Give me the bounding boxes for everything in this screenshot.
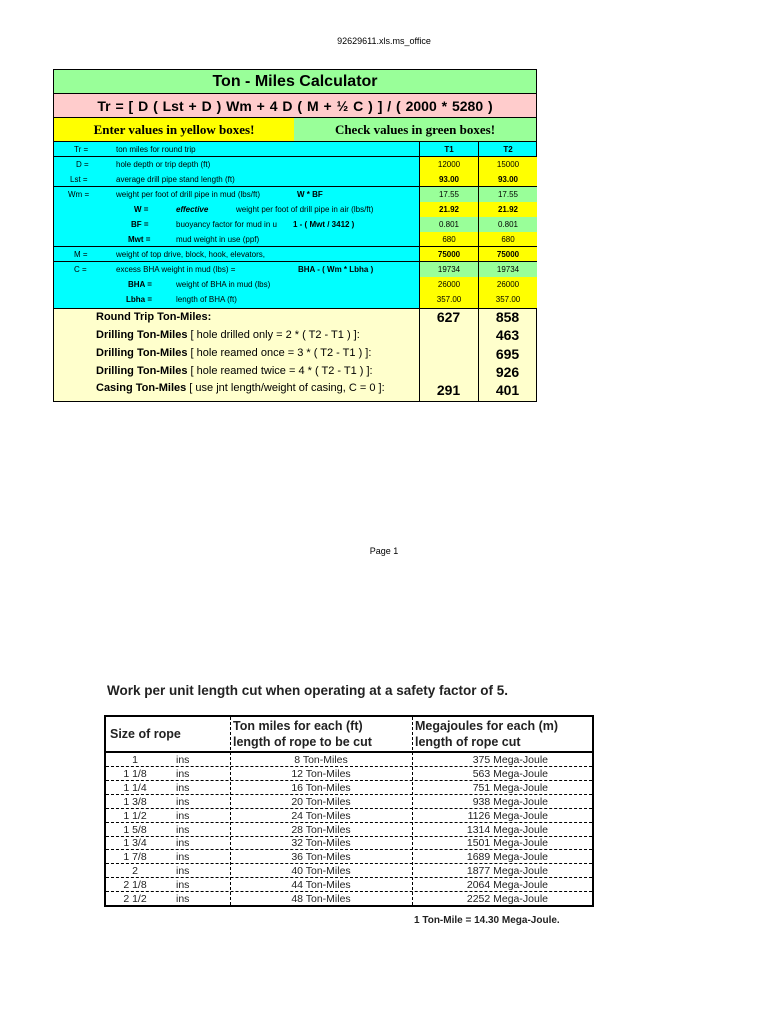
result-round-trip-t2: 858 xyxy=(495,309,520,325)
col-ton-miles-line1: Ton miles for each (ft) xyxy=(233,719,363,733)
table-row xyxy=(106,795,592,809)
result-casing-t2: 401 xyxy=(495,382,520,398)
result-reamed-twice-label: Drilling Ton-Miles xyxy=(96,365,188,377)
d-description: hole depth or trip depth (ft) xyxy=(116,160,211,169)
calc-row-lst xyxy=(54,172,536,187)
m-symbol: M = xyxy=(74,250,88,259)
m-t2-input[interactable]: 75000 xyxy=(478,247,537,261)
wm-t1-value: 17.55 xyxy=(419,187,478,202)
table-row xyxy=(106,753,592,767)
result-round-trip-label: Round Trip Ton-Miles: xyxy=(96,311,212,323)
table-row xyxy=(106,781,592,795)
ton-miles-value: 20 Ton-Miles xyxy=(291,795,351,808)
t1-header: T1 xyxy=(419,142,478,156)
rope-size-unit: ins xyxy=(176,823,190,836)
ton-miles-value: 16 Ton-Miles xyxy=(291,781,351,794)
w-symbol: W = xyxy=(134,205,149,214)
table-row xyxy=(106,878,592,892)
result-casing xyxy=(96,382,385,394)
c-formula: BHA - ( Wm * Lbha ) xyxy=(298,265,374,274)
megajoule-value: 1689 Mega-Joule xyxy=(466,851,548,864)
ton-miles-value: 32 Ton-Miles xyxy=(291,837,351,850)
rope-size: 1 1/2 xyxy=(123,809,147,822)
calc-row-w xyxy=(54,202,536,217)
instruction-yellow: Enter values in yellow boxes! xyxy=(54,118,294,141)
megajoule-value: 1501 Mega-Joule xyxy=(466,837,548,850)
rope-size: 1 xyxy=(132,754,138,766)
megajoule-value: 1314 Mega-Joule xyxy=(466,823,548,836)
col-ton-miles-header xyxy=(233,718,372,752)
ton-miles-value: 8 Ton-Miles xyxy=(294,754,348,766)
col-megajoules-line2: length of rope cut xyxy=(415,735,521,749)
wm-t2-value: 17.55 xyxy=(478,187,537,202)
lst-t2-input[interactable]: 93.00 xyxy=(478,172,537,186)
d-t1-input[interactable]: 12000 xyxy=(419,157,478,172)
result-reamed-twice xyxy=(96,365,373,377)
result-reamed-once-label: Drilling Ton-Miles xyxy=(96,347,188,359)
calculator-formula: Tr = [ D ( Lst + D ) Wm + 4 D ( M + ½ C ) ] / ( 2000 * 5280 ) xyxy=(54,94,536,118)
col-size-header: Size of rope xyxy=(110,727,181,741)
m-t1-input[interactable]: 75000 xyxy=(419,247,478,261)
rope-size-unit: ins xyxy=(176,767,190,780)
megajoule-value: 751 Mega-Joule xyxy=(472,781,548,794)
rope-size-unit: ins xyxy=(176,865,190,878)
calc-row-lbha xyxy=(54,292,536,309)
ton-miles-value: 44 Ton-Miles xyxy=(291,879,351,892)
mwt-description: mud weight in use (ppf) xyxy=(176,235,260,244)
bha-description: weight of BHA in mud (lbs) xyxy=(176,280,271,289)
bf-t2-value: 0.801 xyxy=(478,217,537,232)
lbha-t1-input[interactable]: 357.00 xyxy=(419,292,478,308)
mwt-symbol: Mwt = xyxy=(128,235,151,244)
table-row xyxy=(106,823,592,837)
ton-miles-value: 48 Ton-Miles xyxy=(291,893,351,905)
c-description: excess BHA weight in mud (lbs) = xyxy=(116,265,236,274)
rope-size: 1 1/8 xyxy=(123,767,147,780)
rope-size-unit: ins xyxy=(176,879,190,892)
calc-row-d xyxy=(54,157,536,172)
lbha-description: length of BHA (ft) xyxy=(176,295,237,304)
lbha-symbol: Lbha = xyxy=(126,295,153,304)
rope-size-unit: ins xyxy=(176,754,190,766)
instruction-green: Check values in green boxes! xyxy=(294,118,536,141)
rope-table-heading: Work per unit length cut when operating at a safety factor of 5. xyxy=(107,683,509,698)
calc-row-bha xyxy=(54,277,536,292)
megajoule-value: 1126 Mega-Joule xyxy=(467,809,548,822)
rope-size: 1 5/8 xyxy=(123,823,147,836)
megajoule-value: 2252 Mega-Joule xyxy=(466,893,548,905)
page-number: Page 1 xyxy=(369,546,399,556)
rope-work-table xyxy=(104,715,594,907)
result-casing-note: [ use jnt length/weight of casing, C = 0 ]: xyxy=(186,382,385,394)
result-reamed-once xyxy=(96,347,371,359)
rope-table-header xyxy=(106,717,592,753)
ton-miles-value: 28 Ton-Miles xyxy=(291,823,351,836)
rope-size: 1 3/8 xyxy=(123,795,147,808)
conversion-note: 1 Ton-Mile = 14.30 Mega-Joule. xyxy=(414,915,560,926)
rope-size-unit: ins xyxy=(176,851,190,864)
bf-formula: 1 - ( Mwt / 3412 ) xyxy=(293,220,355,229)
calc-row-wm xyxy=(54,187,536,202)
ton-miles-value: 36 Ton-Miles xyxy=(291,851,351,864)
document-filename: 92629611.xls.ms_office xyxy=(337,36,431,46)
result-drilled-only xyxy=(96,329,360,341)
wm-formula: W * BF xyxy=(297,190,323,199)
table-row xyxy=(106,892,592,906)
rope-size: 1 1/4 xyxy=(123,781,147,794)
rope-size-unit: ins xyxy=(176,781,190,794)
rope-size-unit: ins xyxy=(176,837,190,850)
instructions-bar xyxy=(54,118,536,142)
result-reamed-once-t2: 695 xyxy=(495,346,520,362)
result-reamed-once-note: [ hole reamed once = 3 * ( T2 - T1 ) ]: xyxy=(187,347,372,359)
c-t2-value: 19734 xyxy=(478,262,537,277)
megajoule-value: 1877 Mega-Joule xyxy=(466,865,548,878)
wm-description: weight per foot of drill pipe in mud (lbs/ft) xyxy=(116,190,261,199)
c-symbol: C = xyxy=(74,265,87,274)
rope-size: 1 7/8 xyxy=(123,851,147,864)
c-t1-value: 19734 xyxy=(419,262,478,277)
bf-symbol: BF = xyxy=(131,220,149,229)
calc-row-c xyxy=(54,262,536,277)
table-row xyxy=(106,767,592,781)
wm-symbol: Wm = xyxy=(68,190,90,199)
mwt-t1-input[interactable]: 680 xyxy=(419,232,478,246)
result-casing-t1: 291 xyxy=(436,382,461,398)
mwt-t2-input[interactable]: 680 xyxy=(478,232,537,246)
bha-t2-input[interactable]: 26000 xyxy=(478,277,537,292)
calculator-title: Ton - Miles Calculator xyxy=(54,70,536,94)
col-megajoules-header xyxy=(415,718,558,752)
rope-size-unit: ins xyxy=(176,795,190,808)
rope-size-unit: ins xyxy=(176,893,190,905)
ton-miles-value: 24 Ton-Miles xyxy=(291,809,351,822)
w-t2-input[interactable]: 21.92 xyxy=(478,202,537,217)
rope-size-unit: ins xyxy=(176,809,190,822)
rope-size: 2 1/8 xyxy=(123,879,147,892)
calc-row-bf xyxy=(54,217,536,232)
col-ton-miles-line2: length of rope to be cut xyxy=(233,735,372,749)
ton-miles-value: 40 Ton-Miles xyxy=(291,865,351,878)
rope-size: 2 xyxy=(132,865,138,878)
result-drilled-only-t2: 463 xyxy=(495,327,520,343)
w-t1-input[interactable]: 21.92 xyxy=(419,202,478,217)
megajoule-value: 2064 Mega-Joule xyxy=(466,879,548,892)
tr-description: ton miles for round trip xyxy=(116,145,196,154)
lst-symbol: Lst = xyxy=(70,175,88,184)
rope-size: 1 3/4 xyxy=(123,837,147,850)
tr-symbol: Tr = xyxy=(74,145,89,154)
result-drilled-only-label: Drilling Ton-Miles xyxy=(96,329,188,341)
calc-header-row xyxy=(54,142,536,157)
col-megajoules-line1: Megajoules for each (m) xyxy=(415,719,559,733)
rope-size: 2 1/2 xyxy=(123,893,147,905)
table-row xyxy=(106,864,592,878)
result-reamed-twice-note: [ hole reamed twice = 4 * ( T2 - T1 ) ]: xyxy=(187,365,373,377)
result-casing-label: Casing Ton-Miles xyxy=(96,382,187,394)
bha-symbol: BHA = xyxy=(128,280,152,289)
result-round-trip-t1: 627 xyxy=(436,309,461,325)
bf-description: buoyancy factor for mud in u xyxy=(176,220,277,229)
w-description: weight per foot of drill pipe in air (lbs/ft) xyxy=(236,205,374,214)
result-reamed-twice-t2: 926 xyxy=(495,364,520,380)
result-drilled-only-note: [ hole drilled only = 2 * ( T2 - T1 ) ]: xyxy=(187,329,360,341)
megajoule-value: 563 Mega-Joule xyxy=(472,767,548,780)
bf-t1-value: 0.801 xyxy=(419,217,478,232)
ton-miles-calculator xyxy=(53,69,537,402)
t2-header: T2 xyxy=(478,142,537,156)
calc-row-m xyxy=(54,247,536,262)
ton-miles-value: 12 Ton-Miles xyxy=(291,767,351,780)
table-row xyxy=(106,836,592,850)
lst-t1-input[interactable]: 93.00 xyxy=(419,172,478,186)
lbha-t2-input[interactable]: 357.00 xyxy=(478,292,537,308)
bha-t1-input[interactable]: 26000 xyxy=(419,277,478,292)
calc-row-mwt xyxy=(54,232,536,247)
m-description: weight of top drive, block, hook, elevators, xyxy=(116,250,265,259)
table-row xyxy=(106,809,592,823)
w-effective-label: effective xyxy=(176,205,209,214)
result-round-trip xyxy=(96,311,211,323)
lst-description: average drill pipe stand length (ft) xyxy=(116,175,235,184)
d-symbol: D = xyxy=(76,160,89,169)
table-row xyxy=(106,850,592,864)
megajoule-value: 938 Mega-Joule xyxy=(472,795,548,808)
results-section xyxy=(54,309,536,401)
d-t2-input[interactable]: 15000 xyxy=(478,157,537,172)
megajoule-value: 375 Mega-Joule xyxy=(472,754,548,766)
